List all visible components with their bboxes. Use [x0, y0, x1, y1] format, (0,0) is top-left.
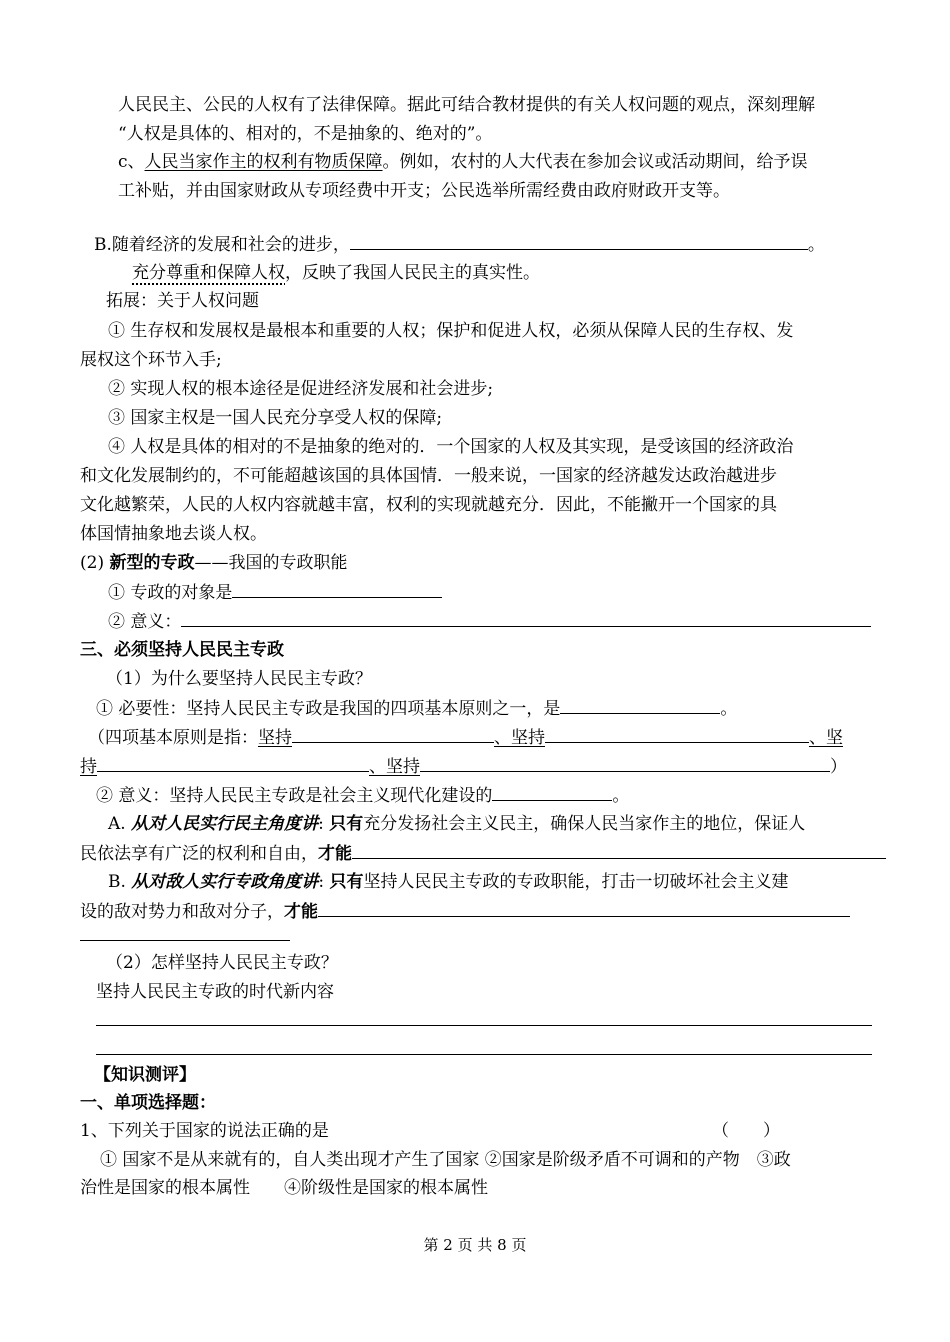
four-principle-4: 、坚持 — [369, 757, 420, 777]
a-can: 才能 — [318, 844, 352, 864]
c-prefix: c、 — [118, 152, 145, 172]
dictatorship-num: (2) — [80, 553, 105, 573]
significance-line — [96, 784, 629, 807]
a-label: A. — [108, 814, 126, 834]
necessity-blank[interactable] — [560, 697, 720, 714]
dictatorship-title: 新型的专政 — [109, 553, 195, 573]
expand-item-2: ② 实现人权的根本途径是促进经济发展和社会进步; — [108, 379, 494, 399]
object-blank[interactable] — [232, 581, 442, 598]
four-principle-2: 、坚持 — [494, 728, 545, 748]
dictatorship-object — [108, 581, 442, 604]
principle-4-blank[interactable] — [420, 755, 830, 772]
b2-perspective: 从对敌人实行专政角度讲 — [131, 872, 319, 892]
four-close: ） — [830, 757, 847, 777]
section3-heading: 三、必须坚持人民民主专政 — [80, 640, 284, 660]
dotted-after: ，反映了我国人民民主的真实性。 — [285, 263, 540, 283]
page-footer: 第 2 页 共 8 页 — [423, 1236, 527, 1254]
b-end: 。 — [807, 235, 825, 255]
significance-end: 。 — [612, 786, 630, 806]
four-principle-3: 、坚 — [809, 728, 843, 748]
b2-can: 才能 — [284, 902, 318, 922]
expand-item-4c: 文化越繁荣，人民的人权内容就越丰富，权利的实现就越充分．因此，不能撇开一个国家的具 — [80, 495, 777, 515]
para-line-2: “人权是具体的、相对的，不是抽象的、绝对的”。 — [118, 124, 493, 144]
quiz-subheading: 一、单项选择题： — [80, 1093, 216, 1113]
necessity-line — [96, 697, 737, 720]
c-underlined-text: 人民当家作主的权利有物质保障 — [144, 152, 383, 172]
b2-line-1 — [108, 871, 788, 893]
four-principle-1: 坚持 — [258, 728, 292, 748]
dotted-emphasis: 充分尊重和保障人权 — [132, 263, 285, 283]
four-open: （四项基本原则是指： — [88, 728, 258, 748]
a-line-1 — [108, 813, 805, 835]
a-line-2 — [80, 842, 886, 865]
b2-label: B. — [108, 872, 126, 892]
four-principles-line-2 — [80, 755, 847, 778]
answer-rule-2[interactable] — [96, 1054, 872, 1055]
b2-colon: : — [318, 872, 325, 892]
expand-item-4a: ④ 人权是具体的相对的不是抽象的绝对的．一个国家的人权及其实现，是受该国的经济政治 — [108, 437, 794, 457]
section3-q2: （2）怎样坚持人民民主专政？ — [106, 953, 338, 973]
expand-item-1b: 展权这个环节入手; — [80, 350, 222, 370]
b-text: 随着经济的发展和社会的进步， — [111, 235, 350, 255]
meaning-label: ② 意义： — [108, 612, 182, 632]
necessity-text: ① 必要性：坚持人民民主专政是我国的四项基本原则之一，是 — [96, 699, 561, 719]
a-rest-2: 民依法享有广泛的权利和自由， — [80, 844, 318, 864]
expand-item-4b: 和文化发展制约的，不可能超越该国的具体国情．一般来说，一国家的经济越发达政治越进步 — [80, 466, 777, 486]
b2-continuation-rule[interactable] — [80, 940, 290, 941]
b2-rest-2: 设的敌对势力和敌对分子， — [80, 902, 284, 922]
b2-only: 只有 — [329, 872, 364, 892]
four-principles-line-1 — [88, 726, 843, 749]
quiz-options-line-2: 治性是国家的根本属性 ④阶级性是国家的根本属性 — [80, 1178, 488, 1198]
b2-blank[interactable] — [318, 900, 850, 917]
significance-text: ② 意义：坚持人民民主专政是社会主义现代化建设的 — [96, 786, 493, 806]
significance-blank[interactable] — [492, 784, 612, 801]
expand-item-3: ③ 国家主权是一国人民充分享受人权的保障; — [108, 408, 443, 428]
expand-item-1a: ① 生存权和发展权是最根本和重要的人权；保护和促进人权，必须从保障人民的生存权、发 — [108, 321, 794, 341]
b-prefix: B. — [94, 235, 112, 255]
para-line-4: 工补贴，并由国家财政从专项经费中开支；公民选举所需经费由政府财政开支等。 — [118, 181, 730, 201]
para-line-c — [118, 151, 808, 173]
quiz-heading: 【知识测评】 — [94, 1065, 196, 1085]
four-principle-3-cont: 持 — [80, 757, 97, 777]
b-line — [94, 233, 825, 256]
b-answer-blank[interactable] — [350, 233, 808, 250]
dictatorship-title-rest: ——我国的专政职能 — [194, 553, 348, 573]
dictatorship-heading — [80, 552, 348, 574]
principle-1-blank[interactable] — [292, 726, 494, 743]
a-colon: : — [318, 814, 324, 834]
quiz-question-1: 1、下列关于国家的说法正确的是 — [80, 1121, 329, 1141]
meaning-blank[interactable] — [181, 610, 871, 627]
dictatorship-meaning — [108, 610, 871, 633]
a-blank[interactable] — [352, 842, 886, 859]
principle-3-blank[interactable] — [97, 755, 369, 772]
answer-rule-1[interactable] — [96, 1025, 872, 1026]
a-only: 只有 — [329, 814, 364, 834]
object-label: ① 专政的对象是 — [108, 583, 233, 603]
expand-title: 拓展：关于人权问题 — [106, 291, 259, 311]
b2-line-2 — [80, 900, 850, 923]
expand-item-4d: 体国情抽象地去谈人权。 — [80, 524, 267, 544]
b2-rest-1: 坚持人民民主专政的专政职能，打击一切破坏社会主义建 — [363, 872, 789, 892]
section3-q1: （1）为什么要坚持人民民主专政？ — [106, 669, 372, 689]
principle-2-blank[interactable] — [545, 726, 809, 743]
a-perspective: 从对人民实行民主角度讲 — [131, 814, 319, 834]
new-content-label: 坚持人民民主专政的时代新内容 — [96, 982, 334, 1002]
dotted-line — [132, 262, 540, 284]
quiz-options-line-1: ① 国家不是从来就有的，自人类出现才产生了国家 ②国家是阶级矛盾不可调和的产物 ③政 — [100, 1150, 791, 1170]
necessity-end: 。 — [720, 699, 738, 719]
a-rest-1: 充分发扬社会主义民主，确保人民当家作主的地位，保证人 — [363, 814, 806, 834]
para-line-1: 人民民主、公民的人权有了法律保障。据此可结合教材提供的有关人权问题的观点，深刻理解 — [118, 95, 815, 115]
c-rest: 。例如，农村的人大代表在参加会议或活动期间，给予误 — [382, 152, 808, 172]
quiz-answer-paren[interactable]: （ ） — [712, 1121, 780, 1141]
